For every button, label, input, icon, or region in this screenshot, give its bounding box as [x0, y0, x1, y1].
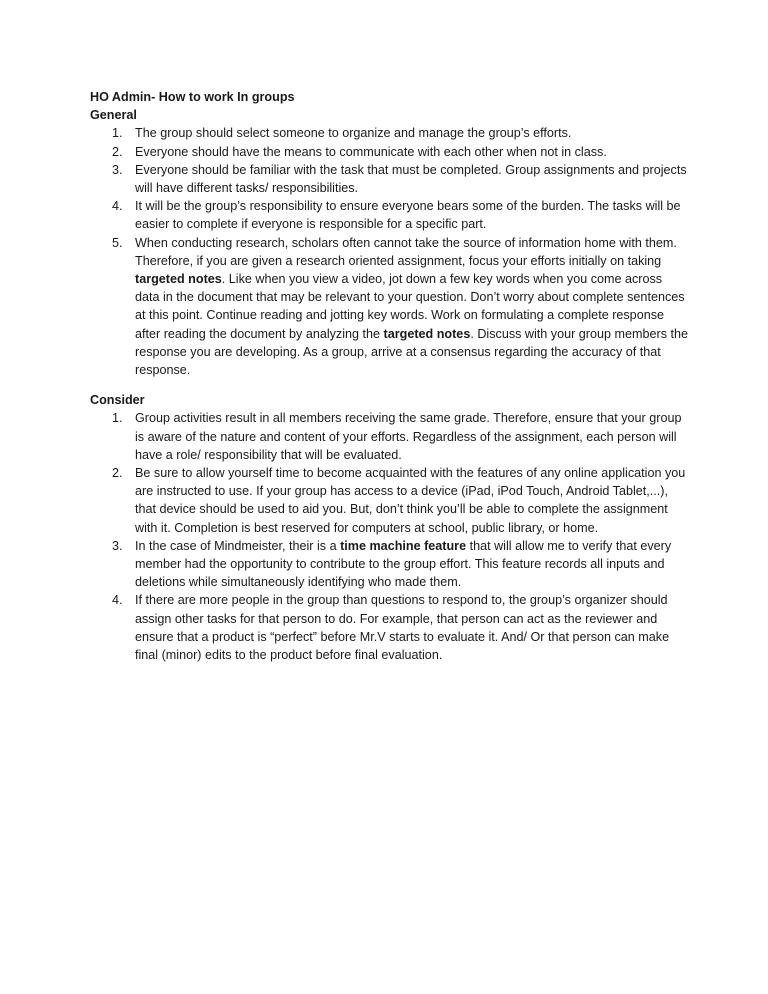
emphasized-text: targeted notes [383, 326, 471, 341]
list-item-text: In the case of Mindmeister, their is a [135, 538, 341, 553]
emphasized-text: time machine feature [340, 538, 467, 553]
list-item [90, 537, 690, 592]
emphasized-text: targeted notes [135, 272, 222, 287]
list-item-number: 3. [112, 162, 123, 177]
list-item-text: that will allow me to verify that every member had the opportunity to contribute to the group effort. This feature records all inputs and deletions while simultaneously identifying who made them. [135, 538, 672, 590]
document-page [90, 88, 690, 664]
list-item [90, 464, 690, 537]
list-item [90, 161, 690, 197]
list-item-text: Group activities result in all members receiving the same grade. Therefore, ensure that your group is aware of the nature and content of your efforts. Regardless of the assignment, each person will have a role/ responsibility that will be evaluated. [135, 411, 682, 462]
list-item [90, 234, 690, 380]
list-item-text: Everyone should have the means to communicate with each other when not in class. [135, 144, 607, 159]
list-item-number: 1. [112, 411, 123, 426]
list-item-number: 4. [112, 199, 123, 214]
list-item-number: 3. [112, 538, 123, 553]
list-item [90, 591, 690, 664]
list-item-text: Be sure to allow yourself time to become acquainted with the features of any online application you are instructed to use. If your group has access to a device (iPad, iPod Touch, Android Tablet,...), that device should be used to aid you. But, don’t think you’ll be able to complete the assignment with it. Completion is best reserved for computers at school, public library, or home. [135, 466, 686, 535]
list-item-number: 5. [112, 235, 123, 250]
document-title: HO Admin- How to work In groups [90, 90, 295, 104]
list-item [90, 124, 690, 142]
list-item-number: 2. [112, 144, 123, 159]
list-item [90, 197, 690, 233]
list-item [90, 143, 690, 161]
section-heading-general: General [90, 108, 137, 123]
list-item-text: . Like when you view a video, jot down a few key words when you come across data in the document that may be relevant to your question. Don’t worry about complete sentences at this point. Continue reading and jotting key words. Work on formulating a complete response after reading the document by analyzing the [135, 272, 685, 341]
list-item-number: 2. [112, 466, 123, 481]
general-list [90, 124, 690, 379]
list-item-number: 4. [112, 593, 123, 608]
section-spacer [90, 379, 690, 391]
list-item-text: It will be the group’s responsibility to ensure everyone bears some of the burden. The tasks will be easier to complete if everyone is responsible for a specific part. [135, 199, 681, 232]
list-item-number: 1. [112, 126, 123, 141]
section-heading-consider: Consider [90, 393, 145, 408]
list-item [90, 409, 690, 464]
consider-list [90, 409, 690, 664]
list-item-text: When conducting research, scholars often cannot take the source of information home with them. Therefore, if you are given a research oriented assignment, focus your efforts initially on taking [135, 235, 677, 268]
list-item-text: The group should select someone to organize and manage the group’s efforts. [135, 126, 572, 141]
list-item-text: Everyone should be familiar with the task that must be completed. Group assignments and projects will have different tasks/ responsibilities. [135, 162, 687, 196]
list-item-text: . Discuss with your group members the response you are developing. As a group, arrive at a consensus regarding the accuracy of that response. [135, 326, 689, 378]
list-item-text: If there are more people in the group than questions to respond to, the group’s organizer should assign other tasks for that person to do. For example, that person can act as the reviewer and ensure that a product is “perfect” before Mr.V starts to evaluate it. And/ Or that person can make final (minor) edits to the product before final evaluation. [135, 593, 670, 663]
